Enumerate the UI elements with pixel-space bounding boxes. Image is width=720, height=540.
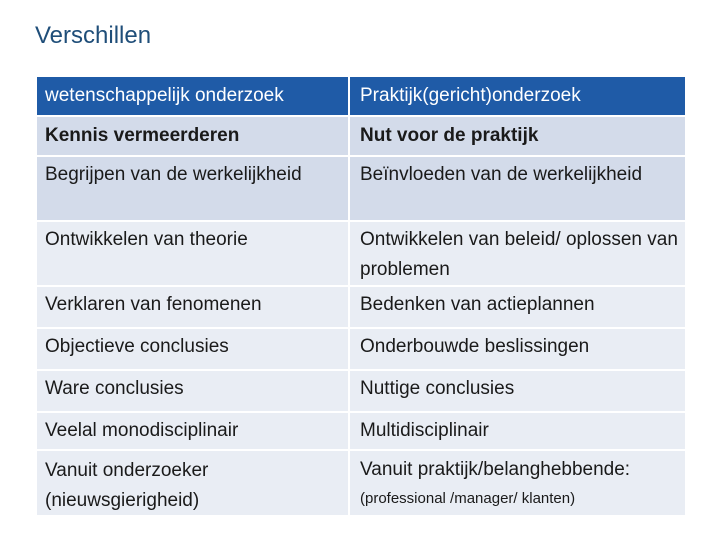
- table-cell-left: Vanuit onderzoeker (nieuwsgierigheid): [37, 451, 348, 515]
- table-cell-right: Nut voor de praktijk: [348, 117, 685, 155]
- table-cell-right-main: Vanuit praktijk/belanghebbende:: [360, 459, 631, 480]
- table-cell-right: Beïnvloeden van de werkelijkheid: [348, 157, 685, 220]
- table-cell-left: Begrijpen van de werkelijkheid: [37, 157, 348, 220]
- table-cell-right: Nuttige conclusies: [348, 371, 685, 411]
- table-cell-left: Objectieve conclusies: [37, 329, 348, 369]
- table-cell-left: Kennis vermeerderen: [37, 117, 348, 155]
- table-cell-left: Ware conclusies: [37, 371, 348, 411]
- table-cell-right: [348, 451, 685, 515]
- table-cell-left: Veelal monodisciplinair: [37, 413, 348, 449]
- table-cell-right: Multidisciplinair: [348, 413, 685, 449]
- table-header-left: wetenschappelijk onderzoek: [37, 77, 348, 115]
- comparison-table: [37, 77, 685, 515]
- table-header-right: Praktijk(gericht)onderzoek: [348, 77, 685, 115]
- table-cell-right: Ontwikkelen van beleid/ oplossen van problemen: [348, 222, 685, 285]
- table-cell-right: Bedenken van actieplannen: [348, 287, 685, 327]
- table-cell-left: Verklaren van fenomenen: [37, 287, 348, 327]
- table-cell-right-note: (professional /manager/ klanten): [360, 490, 576, 507]
- page-title: Verschillen: [35, 22, 152, 49]
- table-cell-right: Onderbouwde beslissingen: [348, 329, 685, 369]
- table-cell-left: Ontwikkelen van theorie: [37, 222, 348, 285]
